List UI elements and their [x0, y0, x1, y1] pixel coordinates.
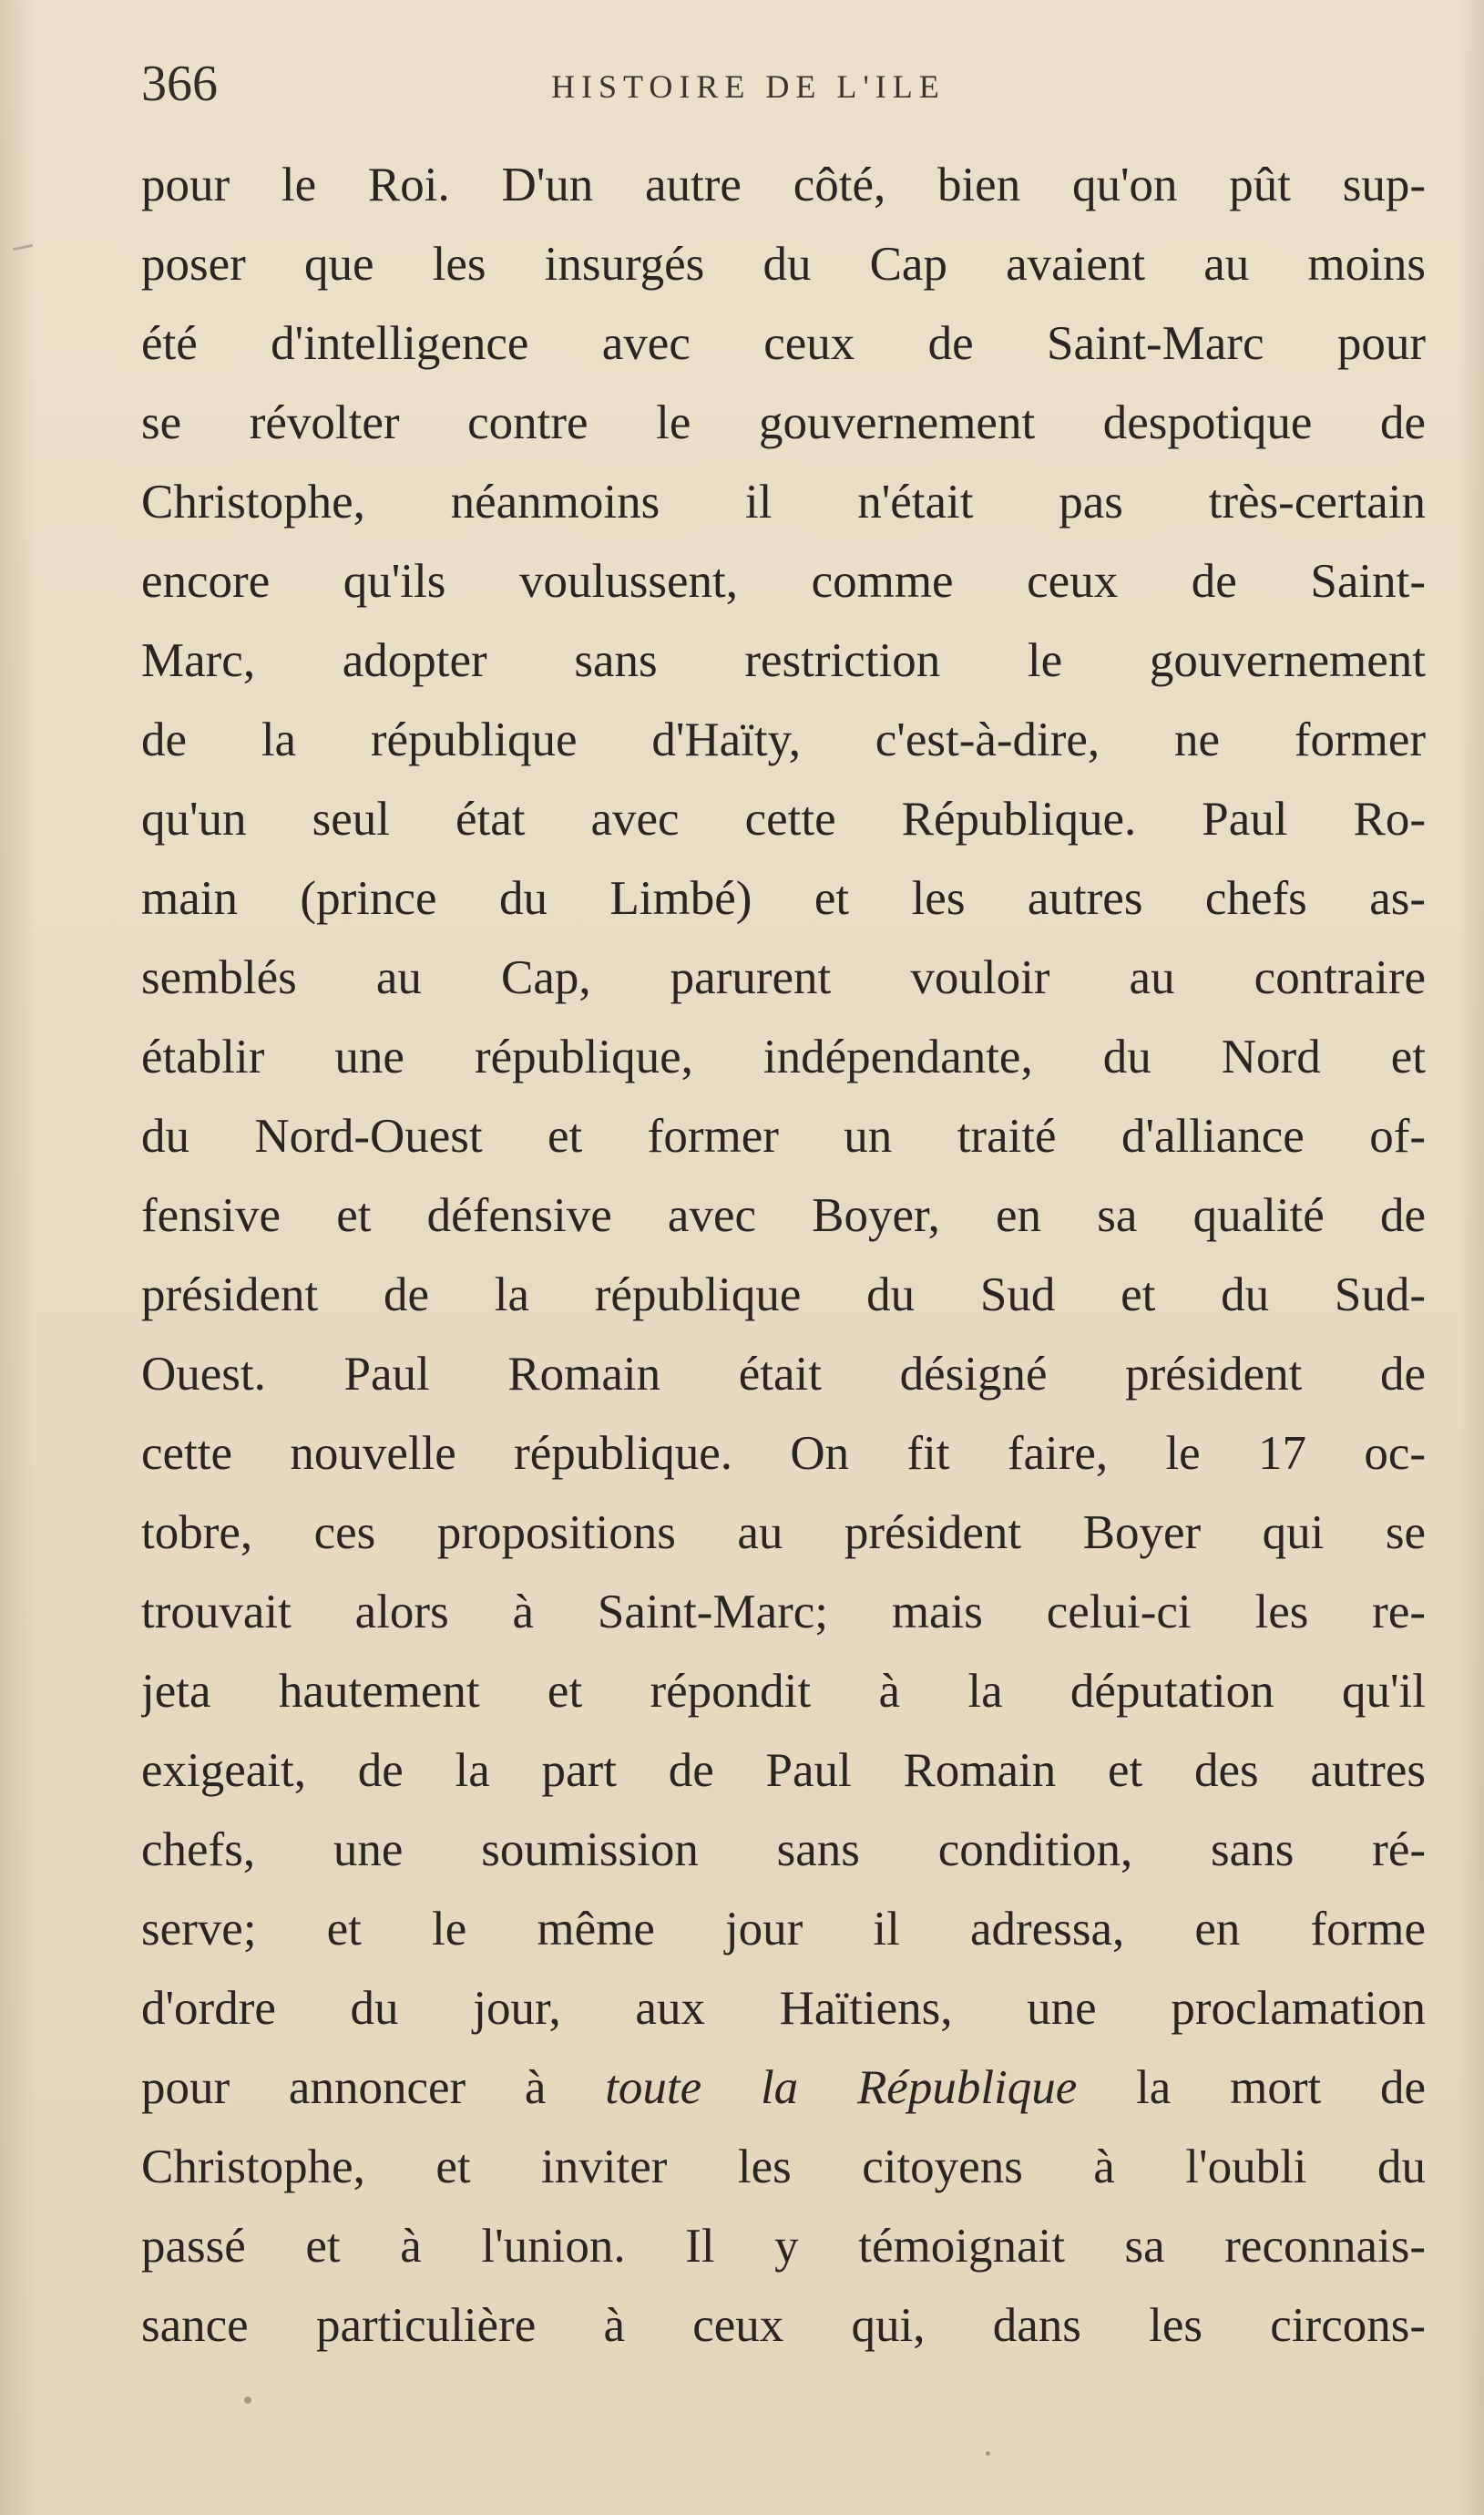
paper-speck: [244, 2397, 251, 2404]
gutter-shadow: [0, 0, 36, 2515]
text-line: du Nord-Ouest et former un traité d'alliance of-: [141, 1110, 1426, 1163]
text-line: Christophe, néanmoins il n'était pas très-certain: [141, 476, 1426, 529]
text-line: chefs, une soumission sans condition, sans ré-: [141, 1823, 1426, 1876]
text-line: de la république d'Haïty, c'est-à-dire, ne former: [141, 713, 1426, 766]
italic-phrase: toute la République: [605, 2061, 1078, 2114]
page-number: 366: [141, 56, 218, 112]
text-line: Christophe, et inviter les citoyens à l'oubli du: [141, 2140, 1426, 2193]
text-line: se révolter contre le gouvernement despotique de: [141, 396, 1426, 449]
text-line: été d'intelligence avec ceux de Saint-Marc pour: [141, 317, 1426, 370]
text-line: exigeait, de la part de Paul Romain et des autres: [141, 1744, 1426, 1797]
text-line: établir une république, indépendante, du Nord et: [141, 1031, 1426, 1083]
text-line: semblés au Cap, parurent vouloir au contraire: [141, 951, 1426, 1004]
text-line: fensive et défensive avec Boyer, en sa qualité de: [141, 1189, 1426, 1242]
text-line: Marc, adopter sans restriction le gouvernement: [141, 634, 1426, 687]
text-line: passé et à l'union. Il y témoignait sa reconnais-: [141, 2220, 1426, 2273]
text-line: serve; et le même jour il adressa, en forme: [141, 1903, 1426, 1956]
text-line: trouvait alors à Saint-Marc; mais celui-ci les re-: [141, 1586, 1426, 1638]
text-line: président de la république du Sud et du Sud-: [141, 1268, 1426, 1321]
text-line: tobre, ces propositions au président Boyer qui se: [141, 1506, 1426, 1559]
text-segment: la mort de: [1077, 2061, 1426, 2114]
text-line: pour le Roi. D'un autre côté, bien qu'on pût sup-: [141, 159, 1426, 211]
text-line: qu'un seul état avec cette République. Paul Ro-: [141, 793, 1426, 846]
text-segment: pour annoncer à: [141, 2061, 606, 2114]
running-title: HISTOIRE DE L'ILE: [551, 68, 946, 105]
text-line: cette nouvelle république. On fit faire, le 17 oc-: [141, 1427, 1426, 1480]
page-edge-shadow: [1458, 0, 1484, 2515]
text-line: jeta hautement et répondit à la députation qu'il: [141, 1665, 1426, 1718]
text-line-with-italic: [141, 2048, 1426, 2128]
text-line: main (prince du Limbé) et les autres chefs as-: [141, 872, 1426, 925]
text-line: poser que les insurgés du Cap avaient au moins: [141, 238, 1426, 291]
text-line: Ouest. Paul Romain était désigné président de: [141, 1348, 1426, 1401]
page-header: [141, 47, 1435, 120]
text-line: encore qu'ils voulussent, comme ceux de Saint-: [141, 555, 1426, 608]
text-line: sance particulière à ceux qui, dans les circons-: [141, 2299, 1426, 2352]
body-text: [141, 146, 1426, 2366]
text-line: d'ordre du jour, aux Haïtiens, une proclamation: [141, 1982, 1426, 2035]
paper-speck: [986, 2451, 990, 2456]
